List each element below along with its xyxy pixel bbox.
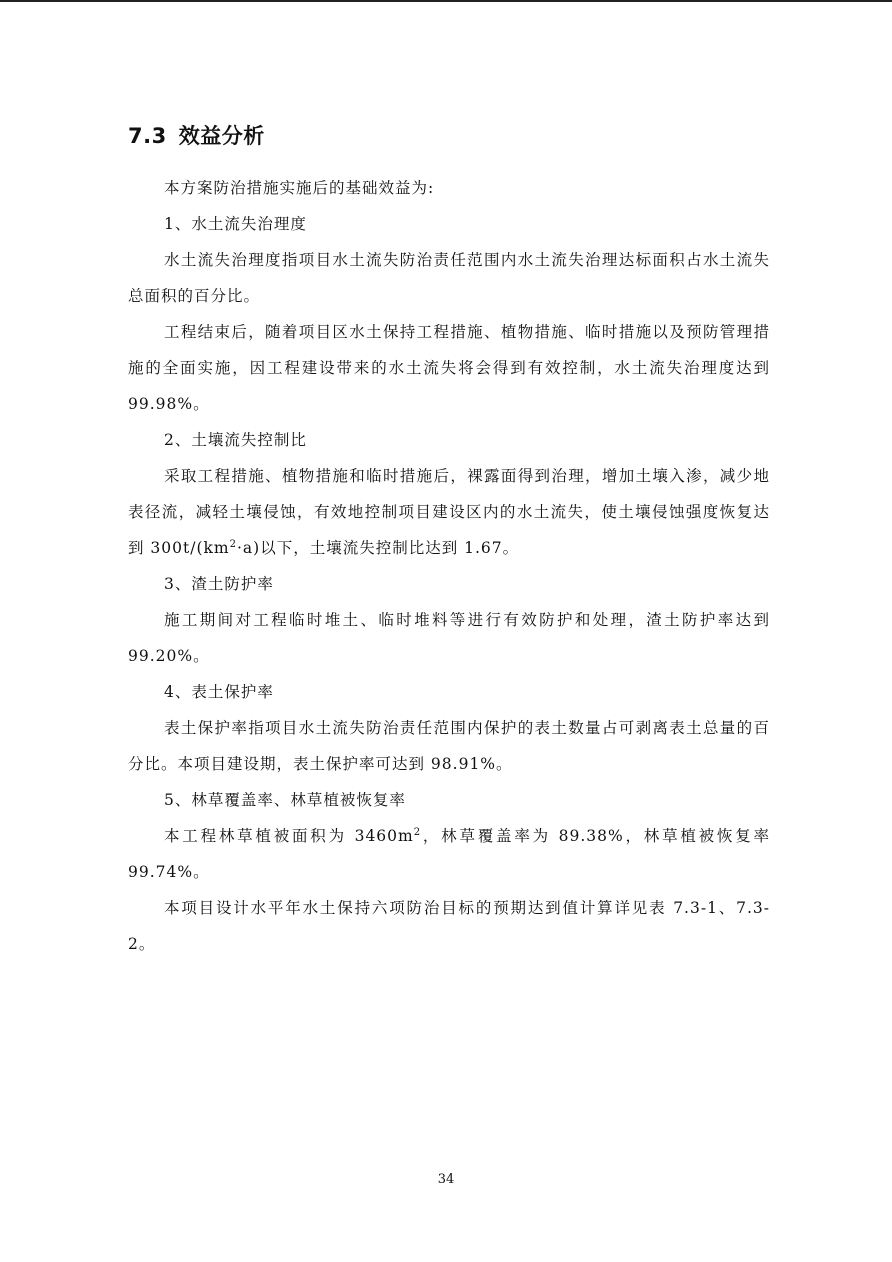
- item-4-paragraph: 表土保护率指项目水土流失防治责任范围内保护的表土数量占可剥离表土总量的百分比。本项目建设期，表土保护率可达到 98.91%。: [128, 719, 770, 773]
- item-title-5: 5、林草覆盖率、林草植被恢复率: [164, 791, 406, 809]
- item-2-superscript: 2: [229, 539, 237, 550]
- item-2-text-a: 采取工程措施、植物措施和临时措施后，裸露面得到治理，增加土壤入渗，减少地表径流，减轻土壤侵蚀，有效地控制项目建设区内的水土流失，使土壤侵蚀强度恢复达到 300t/(km: [128, 467, 770, 557]
- item-2-paragraph: [128, 458, 770, 566]
- item-2-text-b: ·a)以下，土壤流失控制比达到 1.67。: [236, 539, 520, 557]
- section-heading: [128, 120, 770, 152]
- section-number: 7.3: [128, 124, 167, 148]
- item-title-2: 2、土壤流失控制比: [164, 431, 307, 449]
- item-title-1: 1、水土流失治理度: [164, 215, 307, 233]
- section-body: [128, 170, 770, 962]
- item-5-text-a: 本工程林草植被面积为 3460m: [164, 827, 414, 845]
- item-3-paragraph: 施工期间对工程临时堆土、临时堆料等进行有效防护和处理，渣土防护率达到99.20%。: [128, 611, 770, 665]
- item-title-3: 3、渣土防护率: [164, 575, 274, 593]
- item-1-paragraph-1: 水土流失治理度指项目水土流失防治责任范围内水土流失治理达标面积占水土流失总面积的百分比。: [128, 251, 770, 305]
- item-5-superscript: 2: [413, 827, 422, 838]
- item-5-paragraph: [128, 818, 770, 890]
- item-title-4: 4、表土保护率: [164, 683, 274, 701]
- closing-paragraph: 本项目设计水平年水土保持六项防治目标的预期达到值计算详见表 7.3-1、7.3-2。: [128, 899, 770, 953]
- page-number: 34: [437, 1172, 455, 1187]
- page-top-border: [0, 0, 892, 2]
- intro-paragraph: 本方案防治措施实施后的基础效益为:: [164, 179, 435, 197]
- document-page: [128, 120, 770, 962]
- item-5-text-b: ，林草覆盖率为 89.38%，林草植被恢复率 99.74%。: [128, 827, 771, 881]
- item-1-paragraph-2: 工程结束后，随着项目区水土保持工程措施、植物措施、临时措施以及预防管理措施的全面实施，因工程建设带来的水土流失将会得到有效控制，水土流失治理度达到 99.98%。: [128, 323, 770, 413]
- section-title: 效益分析: [178, 124, 265, 148]
